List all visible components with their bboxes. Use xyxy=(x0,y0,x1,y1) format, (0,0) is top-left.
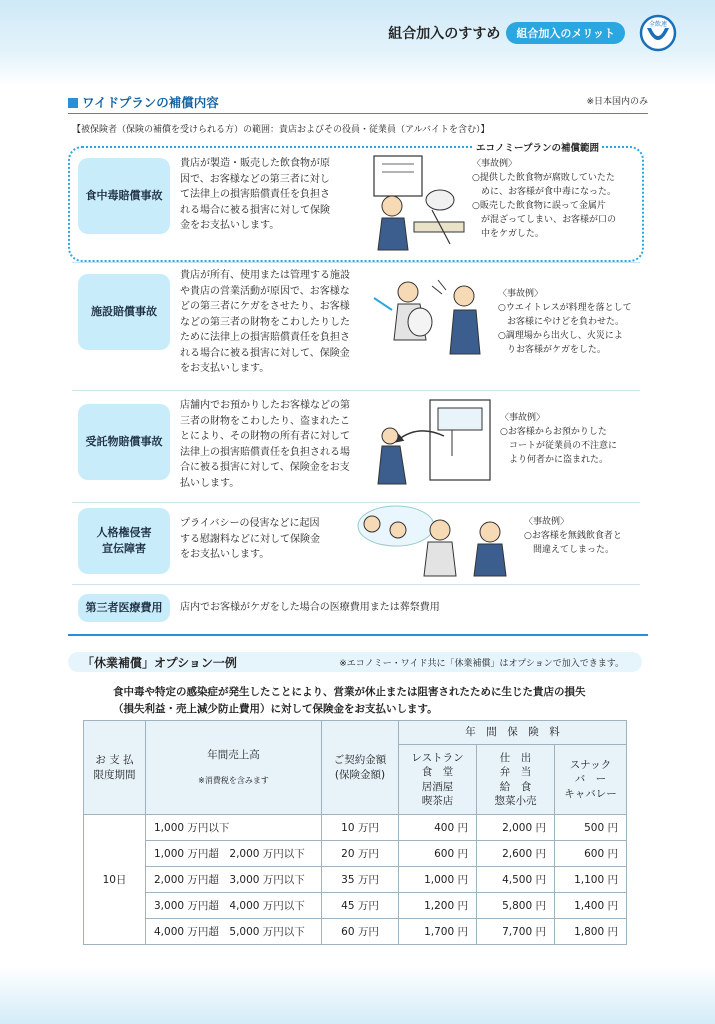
coverage-row-personality-rights xyxy=(72,504,637,580)
coverage-label: 第三者医療費用 xyxy=(78,594,170,622)
premium-restaurant-cell: 600 円 xyxy=(399,841,477,867)
option-heading xyxy=(68,652,642,672)
table-row xyxy=(84,815,627,841)
premium-restaurant-cell: 1,200 円 xyxy=(399,893,477,919)
coverage-description: 店舗内でお預かりしたお客様などの第 三者の財物をこわしたり、盗まれたこ とにより、その財物の所有者に対して 法律上の損害賠償責任を負担される場 合に被る損害に対して、保険金をお支 払いします。 xyxy=(180,400,350,489)
option-title: 「休業補償」オプション一例 xyxy=(82,656,237,670)
table-row xyxy=(84,919,627,945)
header-category-snack-bar: スナック バ ー キャバレー xyxy=(555,745,627,815)
sales-cell: 2,000 万円超 3,000 万円以下 xyxy=(146,867,322,893)
header-period: お 支 払 限度期間 xyxy=(84,721,146,815)
premium-restaurant-cell: 400 円 xyxy=(399,815,477,841)
coverage-row-food-poisoning xyxy=(72,152,637,256)
coverage-label: 受託物賠償事故 xyxy=(78,404,170,480)
premium-snack-bar-cell: 500 円 xyxy=(555,815,627,841)
option-description: 食中毒や特定の感染症が発生したことにより、営業が休止または阻害されたために生じた貴店の損失 （損失利益・売上減少防止費用）に対して保険金をお支払いします。 xyxy=(113,686,586,716)
amount-cell: 60 万円 xyxy=(322,919,399,945)
coverage-example: 〈事故例〉 ○お客様を無銭飲食者と 間違えてしまった。 xyxy=(524,517,622,555)
premium-catering-cell: 2,000 円 xyxy=(477,815,555,841)
header-premium: 年 間 保 険 料 xyxy=(399,721,627,745)
option-note: ※エコノミー・ワイド共に「休業補償」はオプションで加入できます。 xyxy=(339,659,624,669)
header-sales-label: 年間売上高 xyxy=(207,748,260,761)
premium-catering-cell: 2,600 円 xyxy=(477,841,555,867)
amount-cell: 10 万円 xyxy=(322,815,399,841)
section-title: ワイドプランの補償内容 xyxy=(68,95,219,110)
coverage-description: 店内でお客様がケガをした場合の医療費用または葬祭費用 xyxy=(180,602,440,613)
amount-cell: 45 万円 xyxy=(322,893,399,919)
facility-accident-illustration-icon xyxy=(368,270,496,364)
amount-cell: 35 万円 xyxy=(322,867,399,893)
coverage-row-facility xyxy=(72,266,637,384)
period-cell: 10日 xyxy=(84,815,146,945)
premium-catering-cell: 4,500 円 xyxy=(477,867,555,893)
economy-plan-label: エコノミープランの補償範囲 xyxy=(473,140,602,154)
row-divider xyxy=(72,262,640,263)
coverage-example: 〈事故例〉 ○提供した飲食物が腐敗していたた めに、お客様が食中毒になった。 ○販売した飲食物に誤って金属片 が混ざってしまい、お客様が口の 中をケガした。 xyxy=(472,159,617,239)
coverage-label: 人格権侵害 宣伝障害 xyxy=(78,508,170,574)
header-amount: ご契約金額 (保険金額) xyxy=(322,721,399,815)
section-note: ※日本国内のみ xyxy=(586,97,648,107)
premium-catering-cell: 7,700 円 xyxy=(477,919,555,945)
coverage-description: 貴店が製造・販売した飲食物が原 因で、お客様などの第三者に対し て法律上の損害賠償責任を負担さ れる場合に被る損害に対して保険 金をお支払いします。 xyxy=(180,158,330,231)
union-logo-icon xyxy=(639,14,677,52)
coverage-example: 〈事故例〉 ○ウエイトレスが料理を落として お客様にやけどを負わせた。 ○調理場から出火し、火災によ りお客様がケガをした。 xyxy=(498,289,632,355)
header-category-restaurant: レストラン 食 堂 居酒屋 喫茶店 xyxy=(399,745,477,815)
logo-text: 全飲連 xyxy=(648,21,668,28)
header-sales-note: ※消費税を含みます xyxy=(198,776,269,786)
header-badge: 組合加入のメリット xyxy=(506,22,625,44)
insured-scope-text: 【被保険者（保険の補償を受けられる方）の範囲：貴店およびその役員・従業員（アルバイトを含む）】 xyxy=(72,125,490,135)
premium-snack-bar-cell: 1,400 円 xyxy=(555,893,627,919)
section-divider xyxy=(68,113,648,114)
food-poisoning-illustration-icon xyxy=(362,152,470,252)
coverage-example: 〈事故例〉 ○お客様からお預かりした コートが従業員の不注意に より何者かに盗まれた。 xyxy=(500,413,618,465)
section-divider xyxy=(68,634,648,636)
row-divider xyxy=(72,502,640,503)
premium-catering-cell: 5,800 円 xyxy=(477,893,555,919)
premium-restaurant-cell: 1,000 円 xyxy=(399,867,477,893)
personality-rights-illustration-icon xyxy=(344,504,512,578)
table-row xyxy=(84,867,627,893)
header-category-catering: 仕 出 弁 当 給 食 惣菜小売 xyxy=(477,745,555,815)
page-header xyxy=(388,22,625,44)
business-interruption-table xyxy=(83,720,627,945)
table-row xyxy=(84,893,627,919)
bailee-theft-illustration-icon xyxy=(368,396,498,492)
amount-cell: 20 万円 xyxy=(322,841,399,867)
coverage-label: 施設賠償事故 xyxy=(78,274,170,350)
section-heading xyxy=(68,92,648,114)
row-divider xyxy=(72,390,640,391)
sales-cell: 1,000 万円以下 xyxy=(146,815,322,841)
sales-cell: 3,000 万円超 4,000 万円以下 xyxy=(146,893,322,919)
coverage-label: 食中毒賠償事故 xyxy=(78,158,170,234)
coverage-description: プライバシーの侵害などに起因 する慰謝料などに対して保険金 をお支払いします。 xyxy=(180,518,320,560)
coverage-description: 貴店が所有、使用または管理する施設 や貴店の営業活動が原因で、お客様な どの第三者にケガをさせたり、お客様 などの第三者の財物をこわしたりした ために法律上の損害賠償責任を負担さ れる場合に被る損害に対して、保険金 をお支払いします。 xyxy=(180,270,350,374)
premium-snack-bar-cell: 600 円 xyxy=(555,841,627,867)
premium-restaurant-cell: 1,700 円 xyxy=(399,919,477,945)
coverage-row-bailee xyxy=(72,396,637,500)
sales-cell: 1,000 万円超 2,000 万円以下 xyxy=(146,841,322,867)
premium-snack-bar-cell: 1,100 円 xyxy=(555,867,627,893)
header-title: 組合加入のすすめ xyxy=(388,26,501,42)
bottom-band xyxy=(0,966,715,1024)
row-divider xyxy=(72,584,640,585)
sales-cell: 4,000 万円超 5,000 万円以下 xyxy=(146,919,322,945)
coverage-row-medical-expense xyxy=(72,592,637,624)
table-row xyxy=(84,841,627,867)
header-sales xyxy=(146,721,322,815)
premium-snack-bar-cell: 1,800 円 xyxy=(555,919,627,945)
